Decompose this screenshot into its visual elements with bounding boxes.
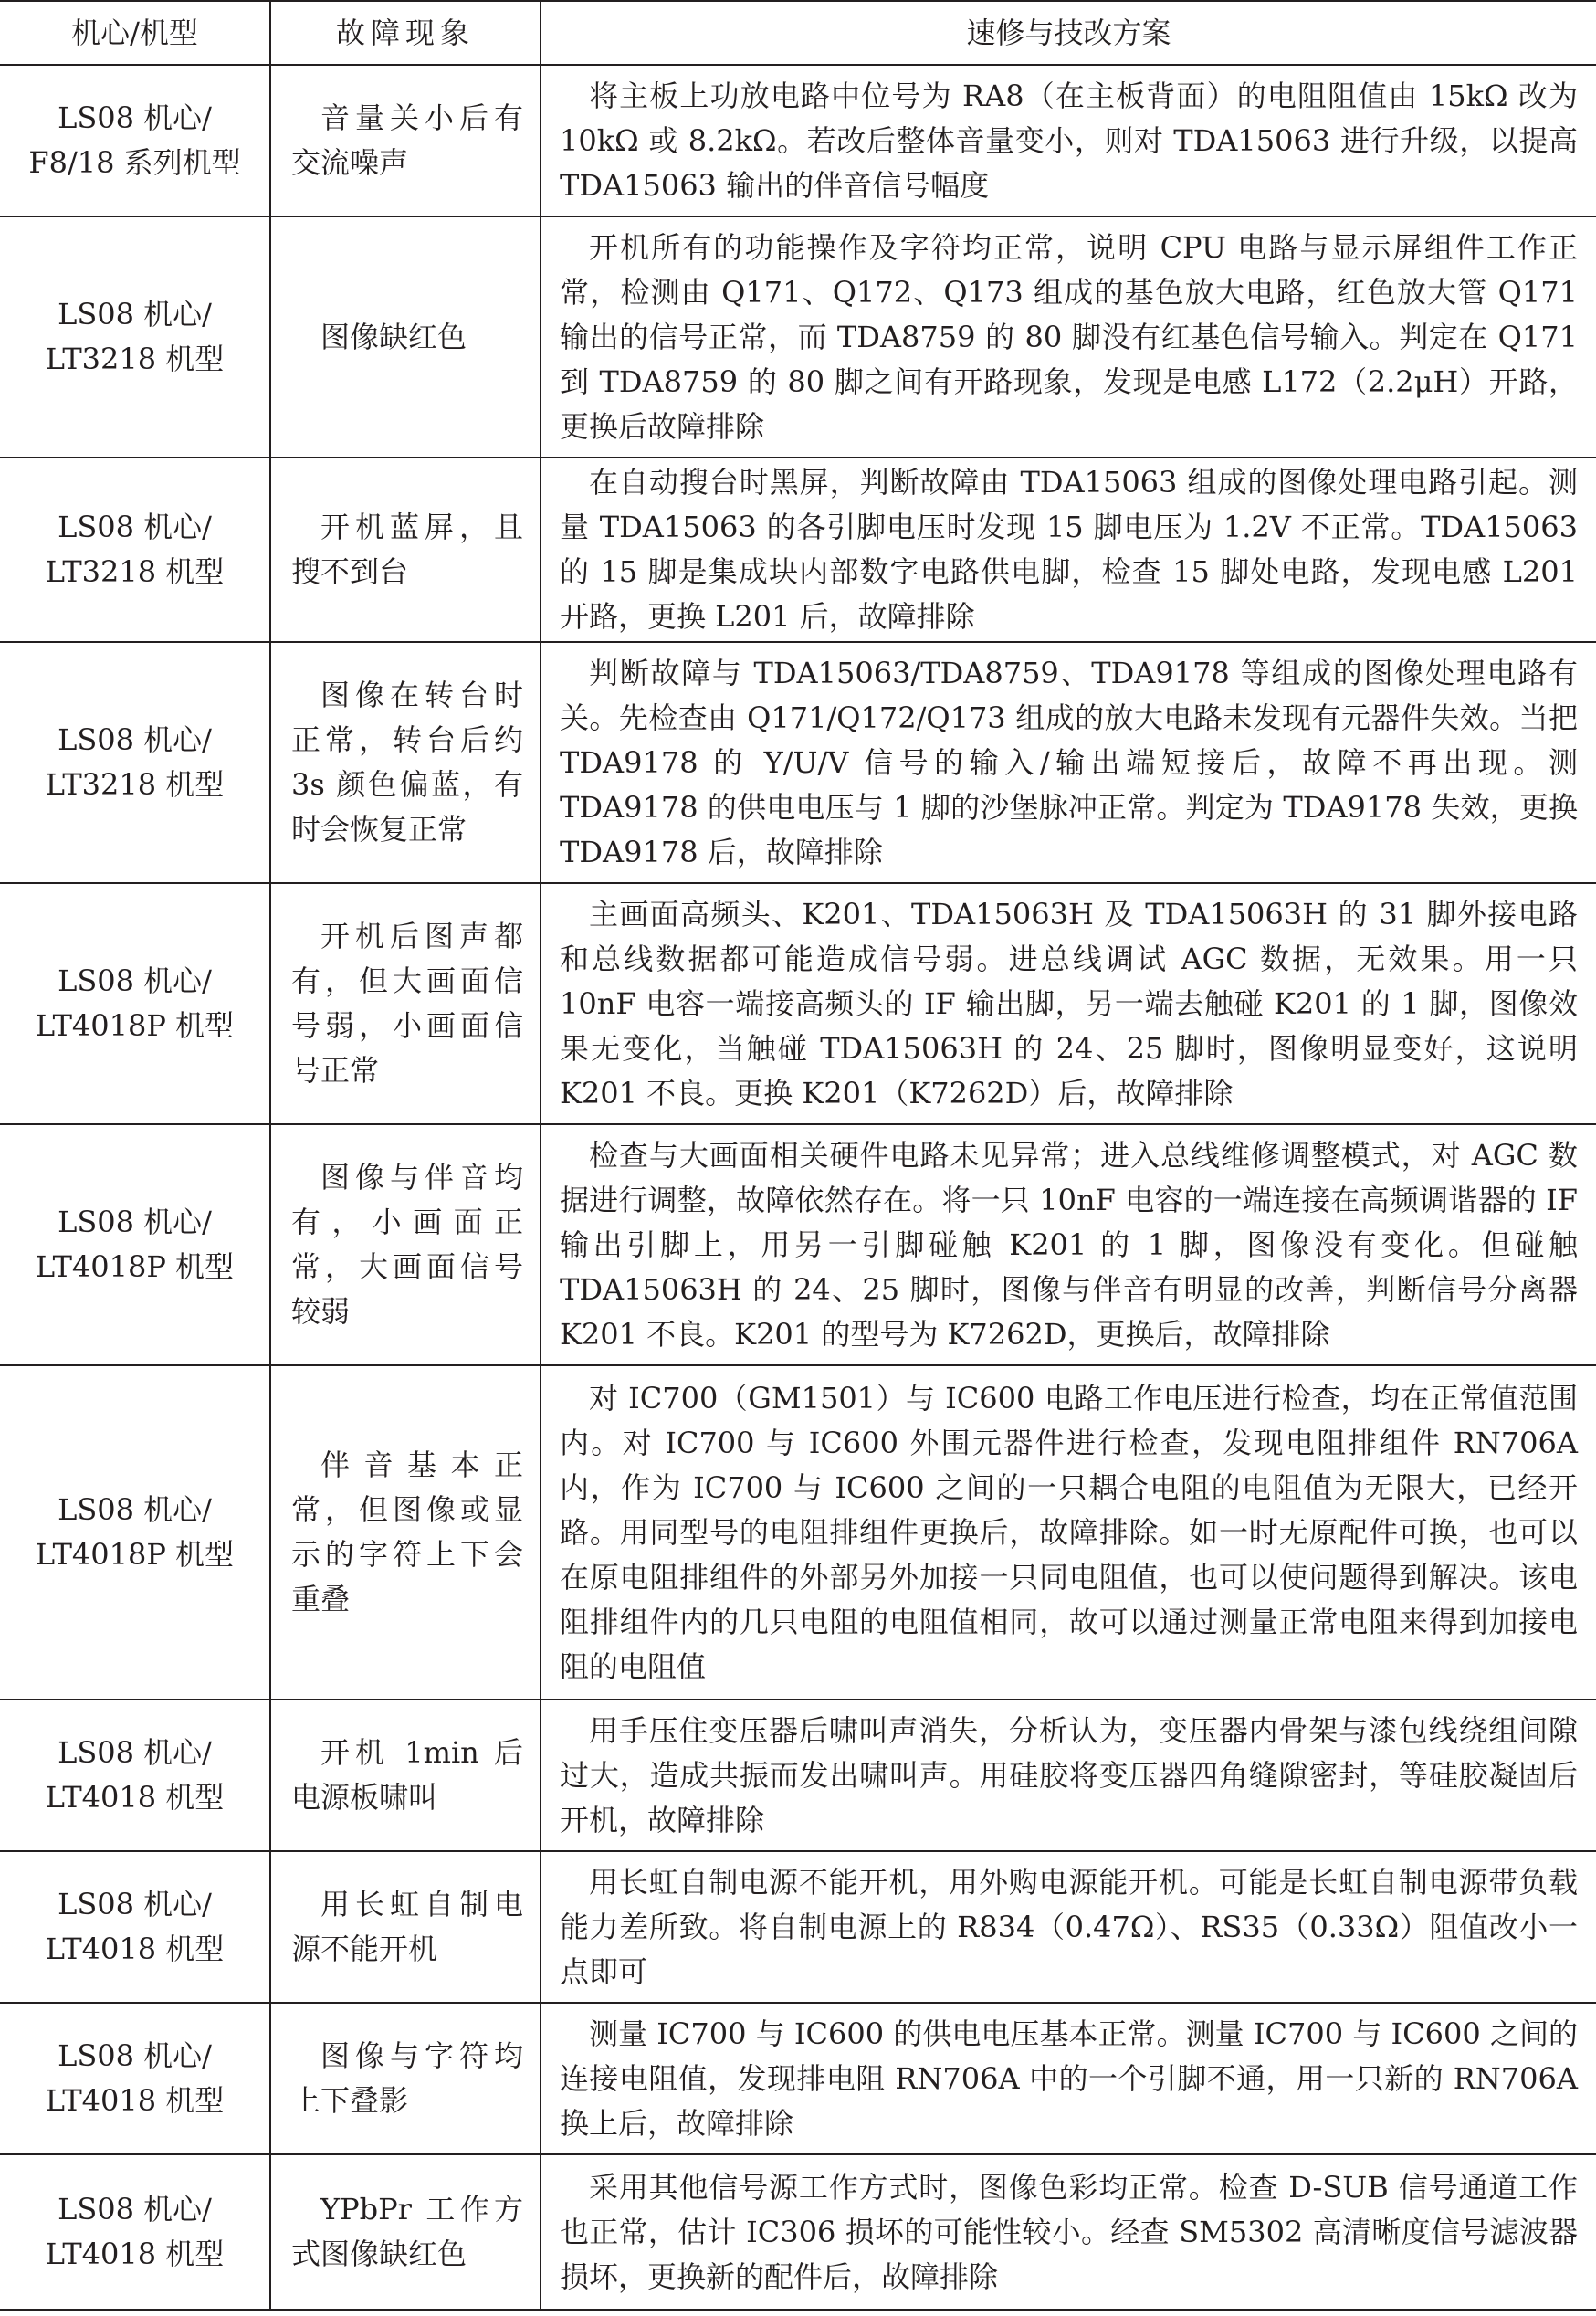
model-chassis: LS08 机心/ xyxy=(58,100,212,135)
model-type: LT4018 机型 xyxy=(45,2083,225,2118)
model-cell xyxy=(0,883,270,1124)
model-chassis: LS08 机心/ xyxy=(58,297,212,332)
solution-cell: 检查与大画面相关硬件电路未见异常；进入总线维修调整模式，对 AGC 数据进行调整，故障依然存在。将一只 10nF 电容的一端连接在高频调谐器的 IF 输出引脚上，用另一引脚碰触 K201 的 1 脚，图像没有变化。但碰触 TDA15063H 的 24、25 脚时，图像与伴音有明显的改善，判断信号分离器 K201 不良。K201 的型号为 K7262D，更换后，故障排除 xyxy=(541,1124,1596,1365)
model-cell xyxy=(0,1365,270,1700)
fault-cell: YPbPr 工作方式图像缺红色 xyxy=(270,2154,541,2310)
model-chassis: LS08 机心/ xyxy=(58,510,212,544)
solution-cell: 主画面高频头、K201、TDA15063H 及 TDA15063H 的 31 脚外接电路和总线数据都可能造成信号弱。进总线调试 AGC 数据，无效果。用一只 10nF 电容一端接高频头的 IF 输出脚，另一端去触碰 K201 的 1 脚，图像效果无变化，当触碰 TDA15063H 的 24、25 脚时，图像明显变好，这说明 K201 不良。更换 K201（K7262D）后，故障排除 xyxy=(541,883,1596,1124)
fault-cell: 开机后图声都有，但大画面信号弱，小画面信号正常 xyxy=(270,883,541,1124)
header-model: 机心/机型 xyxy=(0,1,270,65)
fault-cell: 图像缺红色 xyxy=(270,216,541,458)
table-row xyxy=(0,642,1596,883)
model-cell xyxy=(0,1851,270,2003)
model-cell xyxy=(0,216,270,458)
header-fault: 故障现象 xyxy=(270,1,541,65)
table-row xyxy=(0,458,1596,642)
table-row xyxy=(0,216,1596,458)
table-row xyxy=(0,1365,1596,1700)
model-cell xyxy=(0,2003,270,2154)
model-type: LT4018 机型 xyxy=(45,1932,225,1966)
fault-cell: 开机蓝屏，且搜不到台 xyxy=(270,458,541,642)
model-type: F8/18 系列机型 xyxy=(28,145,241,180)
model-type: LT3218 机型 xyxy=(45,554,225,589)
model-chassis: LS08 机心/ xyxy=(58,2192,212,2227)
model-type: LT4018P 机型 xyxy=(35,1249,235,1284)
table-header-row xyxy=(0,1,1596,65)
fault-cell: 用长虹自制电源不能开机 xyxy=(270,1851,541,2003)
model-chassis: LS08 机心/ xyxy=(58,722,212,757)
model-type: LT4018 机型 xyxy=(45,1780,225,1815)
model-chassis: LS08 机心/ xyxy=(58,2038,212,2073)
model-cell xyxy=(0,1700,270,1851)
model-type: LT4018P 机型 xyxy=(35,1008,235,1043)
solution-cell: 测量 IC700 与 IC600 的供电电压基本正常。测量 IC700 与 IC600 之间的连接电阻值，发现排电阻 RN706A 中的一个引脚不通，用一只新的 RN706A 换上后，故障排除 xyxy=(541,2003,1596,2154)
model-chassis: LS08 机心/ xyxy=(58,1735,212,1770)
solution-cell: 判断故障与 TDA15063/TDA8759、TDA9178 等组成的图像处理电路有关。先检查由 Q171/Q172/Q173 组成的放大电路未发现有元器件失效。当把 TDA9178 的 Y/U/V 信号的输入/输出端短接后，故障不再出现。测 TDA9178 的供电电压与 1 脚的沙堡脉冲正常。判定为 TDA9178 失效，更换 TDA9178 后，故障排除 xyxy=(541,642,1596,883)
fault-cell: 音量关小后有交流噪声 xyxy=(270,65,541,216)
fault-cell: 图像在转台时正常，转台后约 3s 颜色偏蓝，有时会恢复正常 xyxy=(270,642,541,883)
table-row xyxy=(0,1851,1596,2003)
solution-cell: 对 IC700（GM1501）与 IC600 电路工作电压进行检查，均在正常值范围内。对 IC700 与 IC600 外围元器件进行检查，发现电阻排组件 RN706A 内，作为 IC700 与 IC600 之间的一只耦合电阻的电阻值为无限大，已经开路。用同型号的电阻排组件更换后，故障排除。如一时无原配件可换，也可以在原电阻排组件的外部另外加接一只同电阻值，也可以使问题得到解决。该电阻排组件内的几只电阻的电阻值相同，故可以通过测量正常电阻来得到加接电阻的电阻值 xyxy=(541,1365,1596,1700)
model-chassis: LS08 机心/ xyxy=(58,1492,212,1527)
header-solution: 速修与技改方案 xyxy=(541,1,1596,65)
model-chassis: LS08 机心/ xyxy=(58,963,212,998)
table-row xyxy=(0,65,1596,216)
model-type: LT4018P 机型 xyxy=(35,1537,235,1572)
table-row xyxy=(0,2154,1596,2310)
model-chassis: LS08 机心/ xyxy=(58,1205,212,1239)
table-row xyxy=(0,2003,1596,2154)
fault-cell: 开机 1min 后电源板啸叫 xyxy=(270,1700,541,1851)
model-cell xyxy=(0,1124,270,1365)
fault-cell: 图像与字符均上下叠影 xyxy=(270,2003,541,2154)
model-chassis: LS08 机心/ xyxy=(58,1887,212,1921)
solution-cell: 在自动搜台时黑屏，判断故障由 TDA15063 组成的图像处理电路引起。测量 TDA15063 的各引脚电压时发现 15 脚电压为 1.2V 不正常。TDA15063 的 15 脚是集成块内部数字电路供电脚，检查 15 脚处电路，发现电感 L201 开路，更换 L201 后，故障排除 xyxy=(541,458,1596,642)
solution-cell: 将主板上功放电路中位号为 RA8（在主板背面）的电阻阻值由 15kΩ 改为 10kΩ 或 8.2kΩ。若改后整体音量变小，则对 TDA15063 进行升级，以提高 TDA15063 输出的伴音信号幅度 xyxy=(541,65,1596,216)
solution-cell: 开机所有的功能操作及字符均正常，说明 CPU 电路与显示屏组件工作正常，检测由 Q171、Q172、Q173 组成的基色放大电路，红色放大管 Q171 输出的信号正常，而 TDA8759 的 80 脚没有红基色信号输入。判定在 Q171 到 TDA8759 的 80 脚之间有开路现象，发现是电感 L172（2.2μH）开路，更换后故障排除 xyxy=(541,216,1596,458)
model-cell xyxy=(0,2154,270,2310)
fault-cell: 图像与伴音均有，小画面正常，大画面信号较弱 xyxy=(270,1124,541,1365)
model-cell xyxy=(0,65,270,216)
solution-cell: 用手压住变压器后啸叫声消失，分析认为，变压器内骨架与漆包线绕组间隙过大，造成共振而发出啸叫声。用硅胶将变压器四角缝隙密封，等硅胶凝固后开机，故障排除 xyxy=(541,1700,1596,1851)
solution-cell: 采用其他信号源工作方式时，图像色彩均正常。检查 D-SUB 信号通道工作也正常，估计 IC306 损坏的可能性较小。经查 SM5302 高清晰度信号滤波器损坏，更换新的配件后，故障排除 xyxy=(541,2154,1596,2310)
solution-cell: 用长虹自制电源不能开机，用外购电源能开机。可能是长虹自制电源带负载能力差所致。将自制电源上的 R834（0.47Ω）、RS35（0.33Ω）阻值改小一点即可 xyxy=(541,1851,1596,2003)
table-row xyxy=(0,883,1596,1124)
model-type: LT3218 机型 xyxy=(45,767,225,802)
fault-cell: 伴音基本正常，但图像或显示的字符上下会重叠 xyxy=(270,1365,541,1700)
model-type: LT3218 机型 xyxy=(45,342,225,376)
model-cell xyxy=(0,458,270,642)
model-cell xyxy=(0,642,270,883)
model-type: LT4018 机型 xyxy=(45,2237,225,2271)
table-row xyxy=(0,1124,1596,1365)
table-row xyxy=(0,1700,1596,1851)
